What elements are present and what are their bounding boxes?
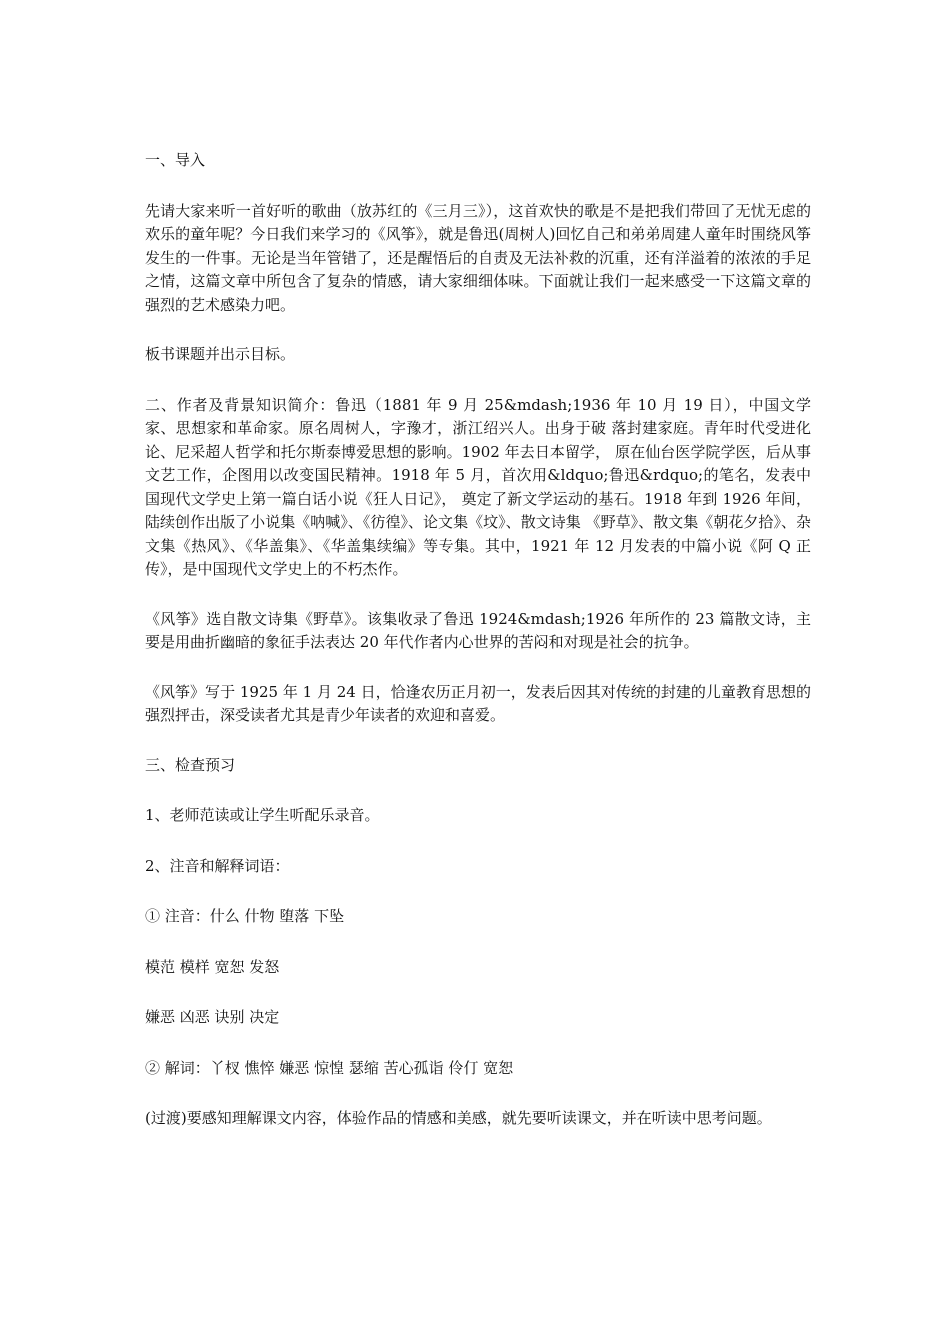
- author-background-paragraph: 二、作者及背景知识简介：鲁迅（1881 年 9 月 25&mdash;1936 年 10 月 19 日），中国文学家、思想家和革命家。原名周树人，字豫才，浙江绍兴人。出身于破 落封建家庭。青年时代受进化论、尼采超人哲学和托尔斯泰博爱思想的影响。1902 年去日本留学， 原在仙台医学院学医，后从事文艺工作，企图用以改变国民精神。1918 年 5 月，首次用&ldquo;鲁迅&rdquo;的笔名，发表中国现代文学史上第一篇白话小说《狂人日记》， 奠定了新文学运动的基石。1918 年到 1926 年间，陆续创作出版了小说集《呐喊》、《彷徨》、论文集《坟》、散文诗集 《野草》、散文集《朝花夕拾》、杂文集《热风》、《华盖集》、《华盖集续编》等专集。其中，1921 年 12 月发表的中篇小说《阿 Q 正传》，是中国现代文学史上的不朽杰作。: [145, 395, 811, 578]
- source-collection-paragraph: 《风筝》选自散文诗集《野草》。该集收录了鲁迅 1924&mdash;1926 年所作的 23 篇散文诗，主要是用曲折幽暗的象征手法表达 20 年代作者内心世界的苦闷和对现是社会的抗争。: [145, 609, 811, 651]
- section-heading-preview: 三、检查预习: [145, 755, 236, 774]
- pronunciation-line-1: ① 注音：什么 什物 堕落 下坠: [145, 907, 345, 925]
- transition-paragraph: (过渡)要感知理解课文内容，体验作品的情感和美感，就先要听读课文，并在听读中思考问题。: [145, 1109, 772, 1127]
- intro-paragraph: 先请大家来听一首好听的歌曲（放苏红的《三月三》），这首欢快的歌是不是把我们带回了无忧无虑的欢乐的童年呢？今日我们来学习的《风筝》，就是鲁迅(周树人)回忆自己和弟弟周建人童年时围绕风筝发生的一件事。无论是当年管错了，还是醒悟后的自责及无法补救的沉重，还有洋溢着的浓浓的手足之情，这篇文章中所包含了复杂的情感，请大家细细体味。下面就让我们一起来感受一下这篇文章的强烈的艺术感染力吧。: [145, 201, 811, 314]
- pronunciation-line-3: 嫌恶 凶恶 诀别 决定: [145, 1008, 280, 1026]
- vocabulary-line: ② 解词：丫杈 憔悴 嫌恶 惊惶 瑟缩 苦心孤诣 伶仃 宽恕: [145, 1058, 514, 1077]
- pronunciation-line-2: 模范 模样 宽恕 发怒: [145, 957, 280, 976]
- document-body: [145, 149, 811, 1157]
- preview-item-2: 2、注音和解释词语：: [145, 856, 290, 875]
- preview-item-1: 1、老师范读或让学生听配乐录音。: [145, 806, 380, 824]
- section-heading-intro: 一、导入: [145, 151, 206, 169]
- writing-date-paragraph: 《风筝》写于 1925 年 1 月 24 日，恰逢农历正月初一，发表后因其对传统的封建的儿童教育思想的强烈抨击，深受读者尤其是青少年读者的欢迎和喜爱。: [145, 682, 811, 724]
- board-title-note: 板书课题并出示目标。: [145, 345, 296, 363]
